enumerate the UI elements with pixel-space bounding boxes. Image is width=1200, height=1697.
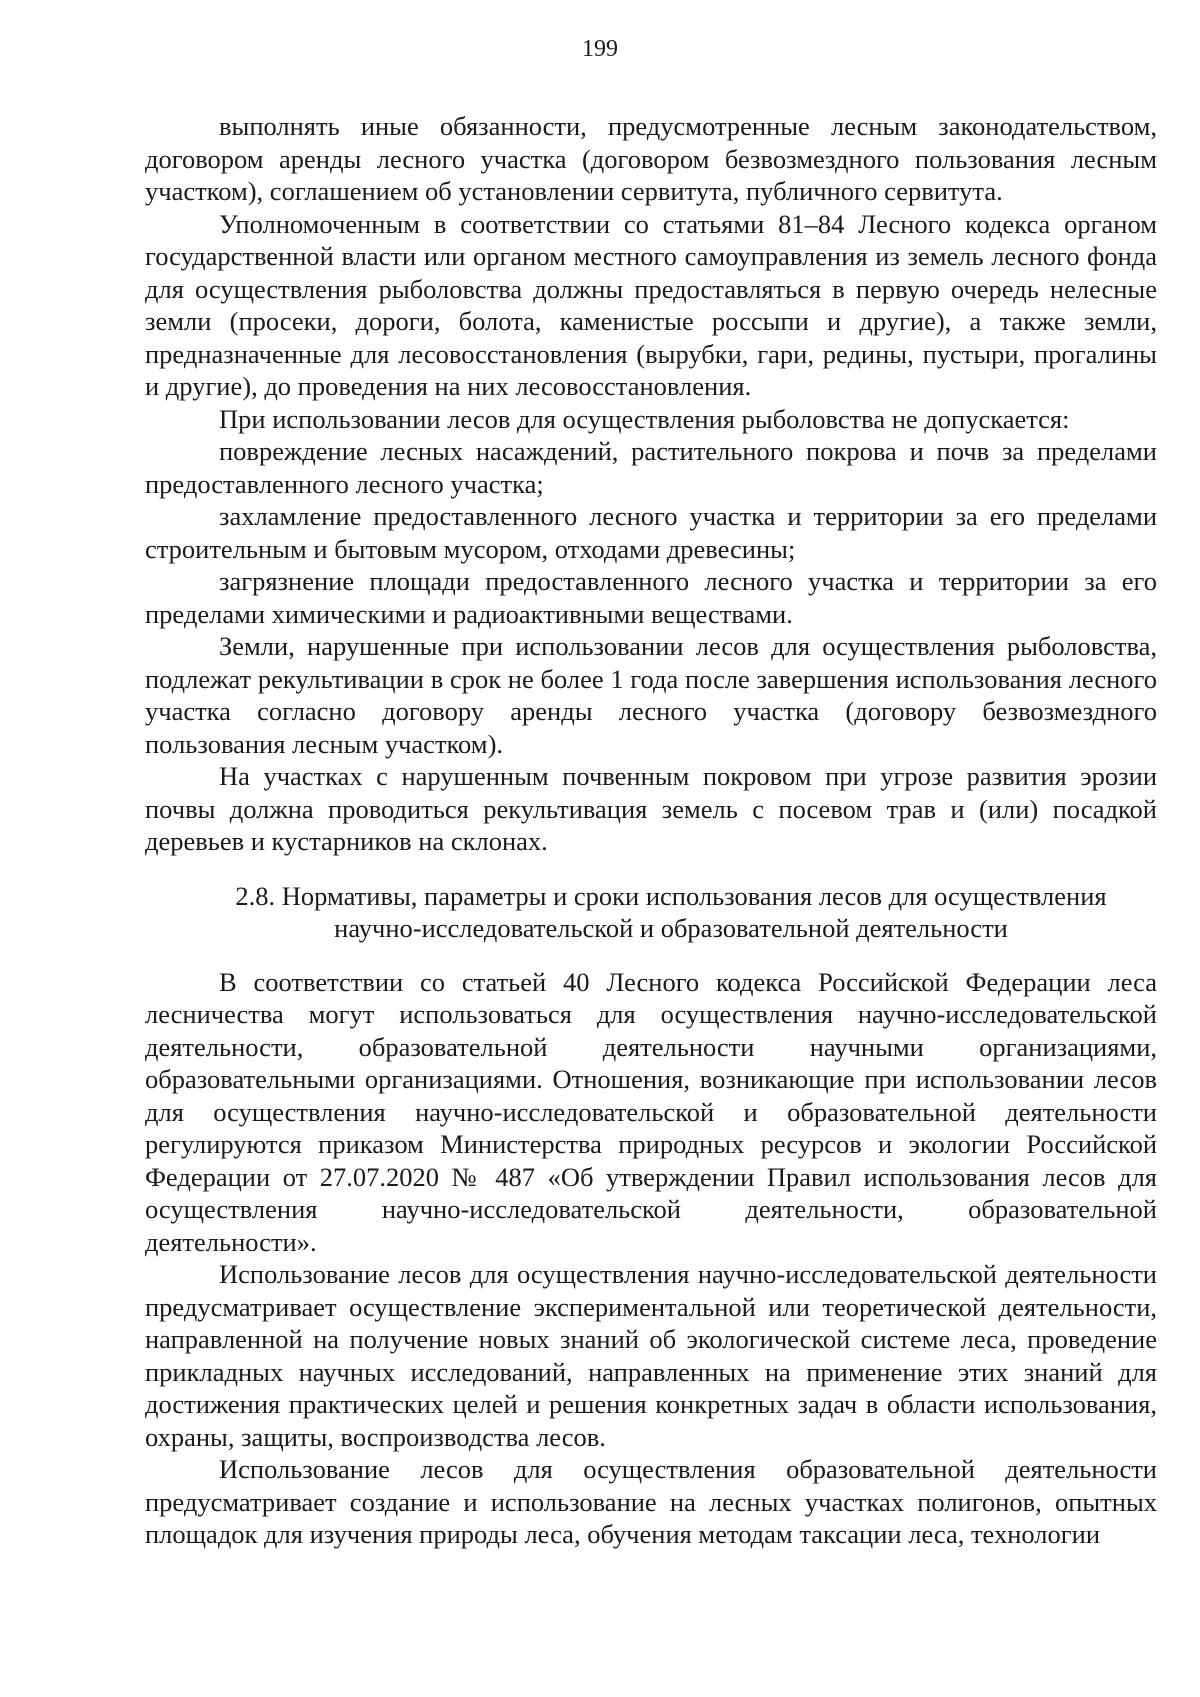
paragraph-nonforest-lands: Уполномоченным в соответствии со статьями 81–84 Лесного кодекса органом государственной власти или органом местного самоуправления из земель лесного фонда для осуществления рыболовства должны предоставляться в первую очередь нелесные земли (просеки, дороги, болота, каменистые россыпи и другие), а также земли, предназначенные для лесовосстановления (вырубки, гари, редины, пустыри, прогалины и другие), до проведения на них лесовосстановления. xyxy=(145,208,1157,401)
paragraph-recultivation-term: Земли, нарушенные при использовании лесов для осуществления рыболовства, подлежат рекультивации в срок не более 1 года после завершения использования лесного участка согласно договору аренды лесного участка (договору безвозмездного пользования лесным участком). xyxy=(145,631,1157,759)
paragraph-erosion-recultivation: На участках с нарушенным почвенным покровом при угрозе развития эрозии почвы должна проводиться рекультивация земель с посевом трав и (или) посадкой деревьев и кустарников на склонах. xyxy=(145,761,1157,856)
paragraph-obligations: выполнять иные обязанности, предусмотренные лесным законодательством, договором аренды лесного участка (договором безвозмездного пользования лесным участком), соглашением об установлении сервитута, публичного сервитута. xyxy=(145,111,1157,206)
section-heading-line-1: 2.8. Нормативы, параметры и сроки использования лесов для осуществления xyxy=(235,880,1107,911)
paragraph-prohibitions-intro: При использовании лесов для осуществления рыболовства не допускается: xyxy=(219,403,1070,434)
page-body xyxy=(145,110,1157,1551)
paragraph-prohibition-damage: повреждение лесных насаждений, растительного покрова и почв за пределами предоставленного лесного участка; xyxy=(145,436,1157,499)
page-number: 199 xyxy=(582,36,618,62)
paragraph-prohibition-littering: захламление предоставленного лесного участка и территории за его пределами строительным и бытовым мусором, отходами древесины; xyxy=(145,501,1157,564)
section-heading-line-2: научно-исследовательской и образовательной деятельности xyxy=(334,913,1008,943)
paragraph-educational-activity: Использование лесов для осуществления образовательной деятельности предусматривает создание и использование на лесных участках полигонов, опытных площадок для изучения природы леса, обучения методам таксации леса, технологии xyxy=(145,1454,1157,1549)
paragraph-article-40: В соответствии со статьей 40 Лесного кодекса Российской Федерации леса лесничества могут использоваться для осуществления научно-исследовательской деятельности, образовательной деятельности научными организациями, образовательными организациями. Отношения, возникающие при использовании лесов для осуществления научно-исследовательской и образовательной деятельности регулируются приказом Министерства природных ресурсов и экологии Российской Федерации от 27.07.2020 № 487 «Об утверждении Правил использования лесов для осуществления научно-исследовательской деятельности, образовательной деятельности». xyxy=(145,966,1157,1257)
paragraph-research-activity: Использование лесов для осуществления научно-исследовательской деятельности предусматривает осуществление экспериментальной или теоретической деятельности, направленной на получение новых знаний об экологической системе леса, проведение прикладных научных исследований, направленных на применение этих знаний для достижения практических целей и решения конкретных задач в области использования, охраны, защиты, воспроизводства лесов. xyxy=(145,1259,1157,1452)
section-heading xyxy=(145,880,1157,945)
paragraph-prohibition-pollution: загрязнение площади предоставленного лесного участка и территории за его пределами химическими и радиоактивными веществами. xyxy=(145,566,1157,629)
